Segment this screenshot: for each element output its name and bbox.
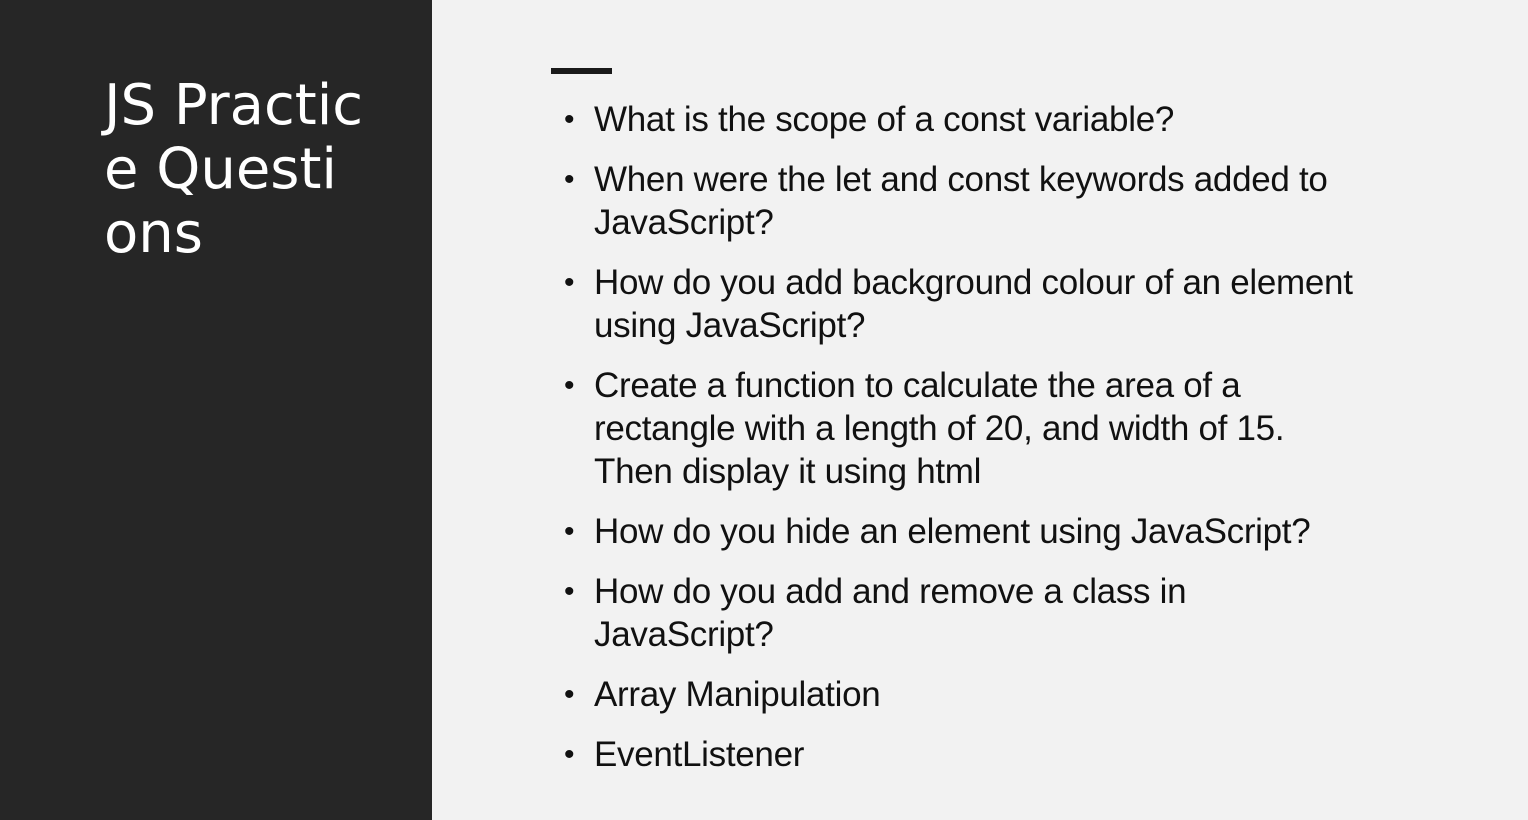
- bullet-text: When were the let and const keywords added to JavaScript?: [594, 160, 1328, 242]
- bullet-text: How do you add and remove a class in JavaScript?: [594, 572, 1187, 654]
- list-item: [562, 364, 1362, 493]
- bullet-text: Array Manipulation: [594, 675, 881, 714]
- bullet-text: What is the scope of a const variable?: [594, 100, 1175, 139]
- list-item: [562, 261, 1362, 347]
- bullet-icon: •: [564, 515, 575, 548]
- bullet-icon: •: [564, 103, 575, 136]
- bullet-icon: •: [564, 266, 575, 299]
- bullet-icon: •: [564, 678, 575, 711]
- title-panel: [0, 0, 432, 820]
- bullet-text: How do you add background colour of an element using JavaScript?: [594, 263, 1353, 345]
- list-item: [562, 510, 1362, 553]
- list-item: [562, 570, 1362, 656]
- bullet-icon: •: [564, 738, 575, 771]
- list-item: [562, 733, 1362, 776]
- bullet-text: EventListener: [594, 735, 805, 774]
- list-item: [562, 98, 1362, 141]
- bullet-icon: •: [564, 575, 575, 608]
- bullet-text: How do you hide an element using JavaScript?: [594, 512, 1311, 551]
- bullet-list: [562, 98, 1362, 793]
- slide-title: JS Practice Questions: [104, 73, 364, 266]
- list-item: [562, 158, 1362, 244]
- list-item: [562, 673, 1362, 716]
- accent-rule: [551, 68, 612, 74]
- bullet-icon: •: [564, 369, 575, 402]
- bullet-icon: •: [564, 163, 575, 196]
- bullet-text: Create a function to calculate the area of a rectangle with a length of 20, and width of 15. Then display it using html: [594, 366, 1285, 491]
